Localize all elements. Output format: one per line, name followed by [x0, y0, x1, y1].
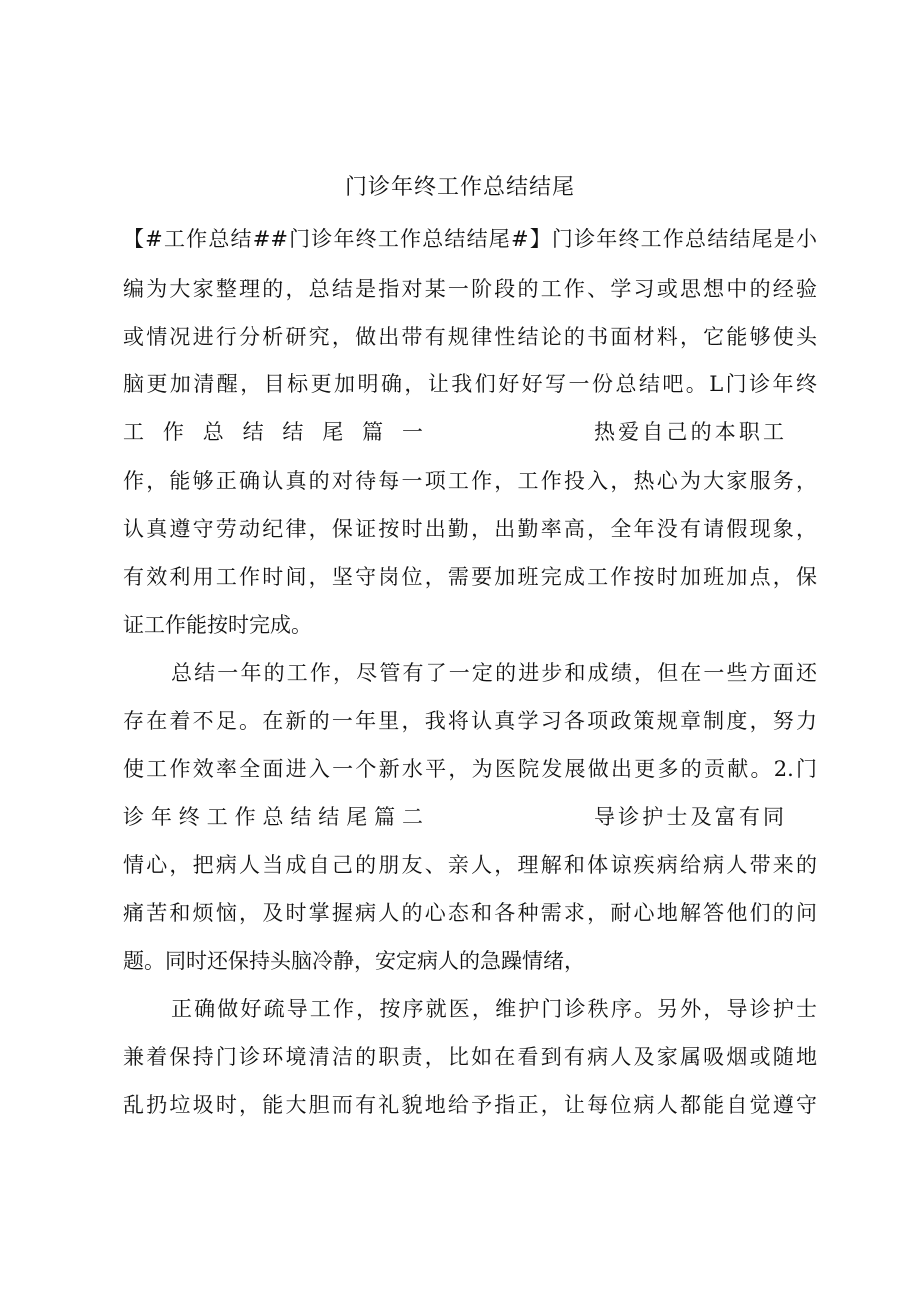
- text-line: 使工作效率全面进入一个新水平，为医院发展做出更多的贡献。2.门: [123, 757, 817, 781]
- text-line: 作，能够正确认真的对待每一项工作，工作投入，热心为大家服务，: [123, 469, 817, 493]
- paragraph-first-line: 总结一年的工作，尽管有了一定的进步和成绩，但在一些方面还: [171, 661, 817, 685]
- text-line: 乱扔垃圾时，能大胆而有礼貌地给予指正，让每位病人都能自觉遵守: [123, 1093, 817, 1117]
- text-line: 脑更加清醒，目标更加明确，让我们好好写一份总结吧。L门诊年终: [123, 372, 817, 396]
- text-fragment: 热爱自己的本职工: [594, 420, 784, 444]
- text-line: 证工作能按时完成。: [123, 613, 312, 637]
- text-line: 认真遵守劳动纪律，保证按时出勤，出勤率高，全年没有请假现象，: [123, 517, 817, 541]
- text-line: 诊年终工作总结结尾篇二: [123, 805, 423, 829]
- text-line: 工作总结结尾篇一: [123, 420, 423, 444]
- text-line: 痛苦和烦恼，及时掌握病人的心态和各种需求，耐心地解答他们的问: [123, 901, 817, 925]
- text-line: 题。同时还保持头脑冷静，安定病人的急躁情绪，: [123, 949, 585, 973]
- text-line: 情心，把病人当成自己的朋友、亲人，理解和体谅疾病给病人带来的: [123, 853, 817, 877]
- text-line: 存在着不足。在新的一年里，我将认真学习各项政策规章制度，努力: [123, 709, 817, 733]
- text-line: 【#工作总结##门诊年终工作总结结尾#】门诊年终工作总结结尾是小: [123, 227, 817, 251]
- paragraph-first-line: 正确做好疏导工作，按序就医，维护门诊秩序。另外，导诊护士: [171, 997, 817, 1021]
- text-fragment: 导诊护士及富有同: [594, 805, 784, 829]
- text-line: 编为大家整理的，总结是指对某一阶段的工作、学习或思想中的经验: [123, 277, 817, 301]
- page-title: 门诊年终工作总结结尾: [344, 175, 575, 200]
- text-line: 有效利用工作时间，坚守岗位，需要加班完成工作按时加班加点，保: [123, 565, 817, 589]
- text-line: 兼着保持门诊环境清洁的职责，比如在看到有病人及家属吸烟或随地: [123, 1045, 817, 1069]
- text-line: 或情况进行分析研究，做出带有规律性结论的书面材料，它能够使头: [123, 325, 817, 349]
